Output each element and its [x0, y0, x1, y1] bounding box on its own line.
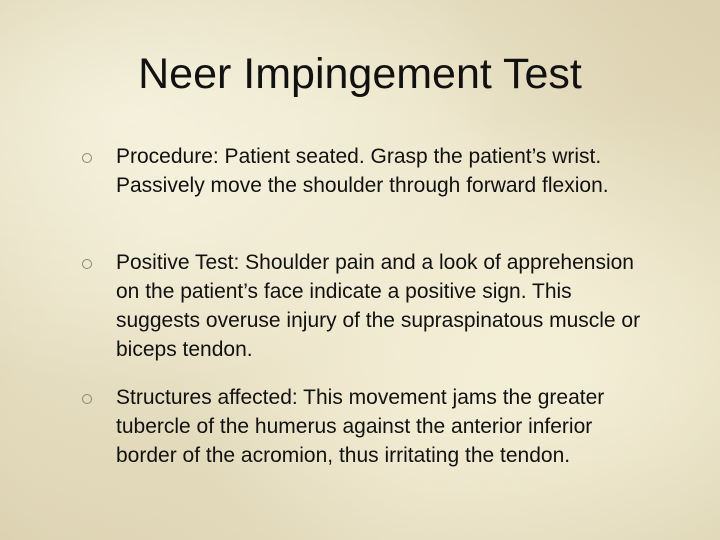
bullet-text: Procedure: Patient seated. Grasp the patient’s wrist. Passively move the shoulder through forward flexion. [116, 145, 609, 197]
slide-title: Neer Impingement Test [138, 50, 582, 98]
bullet-item-structures-affected [116, 383, 656, 470]
bullet-text: Positive Test: Shoulder pain and a look of apprehension on the patient’s face indicate a positive sign. This suggests overuse injury of the supraspinatous muscle or biceps tendon. [116, 251, 641, 361]
bullet-text: Structures affected: This movement jams the greater tubercle of the humerus against the anterior inferior border of the acromion, thus irritating the tendon. [116, 386, 605, 467]
bullet-circle-icon [82, 394, 92, 404]
bullet-circle-icon [82, 259, 92, 269]
bullet-item-positive-test [116, 248, 656, 364]
bullet-circle-icon [82, 153, 92, 163]
bullet-item-procedure [116, 142, 656, 200]
